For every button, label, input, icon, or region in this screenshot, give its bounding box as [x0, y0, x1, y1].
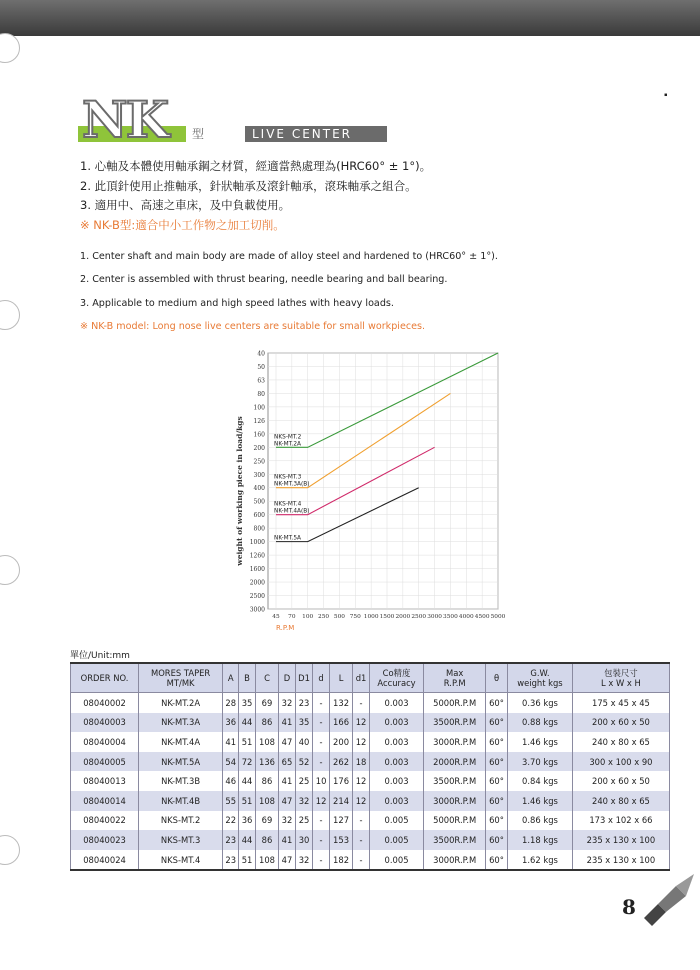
column-header: θ — [485, 663, 507, 693]
table-cell: 3.70 kgs — [508, 752, 573, 772]
table-cell: 200 x 60 x 50 — [572, 713, 669, 733]
table-cell: 0.005 — [369, 830, 424, 850]
y-tick-label: 500 — [253, 498, 265, 506]
y-tick-label: 1600 — [249, 566, 265, 574]
table-cell: 3000R.P.M — [424, 791, 486, 811]
table-cell: 28 — [223, 693, 239, 713]
column-header: Max R.P.M — [424, 663, 486, 693]
table-cell: 46 — [223, 771, 239, 791]
table-cell: - — [313, 830, 329, 850]
binder-hole — [0, 835, 20, 865]
y-tick-label: 1260 — [249, 552, 265, 560]
table-cell: 3000R.P.M — [424, 850, 486, 871]
table-cell: 41 — [279, 713, 295, 733]
table-cell: 69 — [255, 693, 279, 713]
table-cell: NKS-MT.4 — [139, 850, 223, 871]
table-row — [71, 771, 670, 791]
binder-hole — [0, 555, 20, 585]
y-tick-label: 126 — [253, 417, 265, 425]
table-cell: 25 — [295, 811, 313, 831]
y-tick-label: 2500 — [249, 593, 265, 601]
column-header: 包裝尺寸 L x W x H — [572, 663, 669, 693]
table-cell: 32 — [295, 791, 313, 811]
table-cell: 60° — [485, 732, 507, 752]
table-row — [71, 693, 670, 713]
table-row — [71, 850, 670, 871]
table-cell: 10 — [313, 771, 329, 791]
table-cell: 300 x 100 x 90 — [572, 752, 669, 772]
table-cell: 240 x 80 x 65 — [572, 791, 669, 811]
x-tick-label: 250 — [318, 614, 330, 620]
table-cell: 0.86 kgs — [508, 811, 573, 831]
table-cell: 0.003 — [369, 791, 424, 811]
table-cell: 54 — [223, 752, 239, 772]
y-tick-label: 3000 — [249, 606, 265, 614]
table-cell: 35 — [239, 693, 255, 713]
table-cell: 08040013 — [71, 771, 139, 791]
table-cell: 200 — [329, 732, 353, 752]
table-cell: 235 x 130 x 100 — [572, 850, 669, 871]
unit-label: 單位/Unit:mm — [70, 651, 130, 661]
table-cell: 51 — [239, 850, 255, 871]
note-zh: ※ NK-B型:適合中小工作物之加工切削。 — [80, 217, 285, 232]
feature-en-item: 2. Center is assembled with thrust bearing, needle bearing and ball bearing. — [80, 274, 448, 286]
table-cell: 108 — [255, 850, 279, 871]
table-cell: 60° — [485, 752, 507, 772]
table-cell: 30 — [295, 830, 313, 850]
feature-zh-item: 2. 此頂針使用止推軸承，針狀軸承及滾針軸承，滾珠軸承之組合。 — [80, 178, 417, 193]
table-cell: 175 x 45 x 45 — [572, 693, 669, 713]
x-tick-label: 5000 — [490, 614, 506, 620]
table-cell: - — [313, 713, 329, 733]
table-cell: 18 — [353, 752, 369, 772]
table-cell: 23 — [223, 850, 239, 871]
table-cell: 214 — [329, 791, 353, 811]
logo-type: 型 — [192, 127, 205, 141]
table-cell: - — [313, 693, 329, 713]
x-tick-label: 45 — [272, 614, 280, 620]
load-rpm-chart — [230, 345, 530, 645]
table-cell: 36 — [223, 713, 239, 733]
table-cell: 08040004 — [71, 732, 139, 752]
table-cell: 240 x 80 x 65 — [572, 732, 669, 752]
table-cell: 12 — [353, 732, 369, 752]
table-cell: 25 — [295, 771, 313, 791]
table-cell: 173 x 102 x 66 — [572, 811, 669, 831]
column-header: A — [223, 663, 239, 693]
table-cell: 0.005 — [369, 850, 424, 871]
table-cell: 86 — [255, 830, 279, 850]
feature-zh-item: 3. 適用中、高速之車床，及中負載使用。 — [80, 198, 291, 212]
y-tick-label: 63 — [257, 377, 265, 385]
table-cell: - — [313, 732, 329, 752]
corner-mark: ▪ — [664, 90, 668, 101]
table-cell: - — [313, 752, 329, 772]
x-tick-label: 1000 — [363, 614, 379, 620]
table-cell: 47 — [279, 850, 295, 871]
y-tick-label: 40 — [257, 350, 265, 358]
top-header-band — [0, 0, 700, 36]
table-cell: 136 — [255, 752, 279, 772]
table-cell: 55 — [223, 791, 239, 811]
table-row — [71, 713, 670, 733]
table-cell: 5000R.P.M — [424, 693, 486, 713]
y-tick-label: 250 — [253, 458, 265, 466]
table-cell: 08040022 — [71, 811, 139, 831]
table-cell: 3500R.P.M — [424, 830, 486, 850]
page-number: 8 — [622, 895, 636, 919]
table-cell: 44 — [239, 713, 255, 733]
table-cell: 32 — [279, 811, 295, 831]
x-tick-label: 4000 — [458, 614, 474, 620]
note-en: ※ NK-B model: Long nose live centers are suitable for small workpieces. — [80, 320, 426, 332]
table-cell: 32 — [295, 850, 313, 871]
table-cell: 176 — [329, 771, 353, 791]
table-cell: 0.003 — [369, 693, 424, 713]
table-cell: 69 — [255, 811, 279, 831]
table-cell: 08040014 — [71, 791, 139, 811]
table-cell: 127 — [329, 811, 353, 831]
x-tick-label: 3500 — [443, 614, 458, 620]
table-cell: 108 — [255, 791, 279, 811]
series-line — [276, 393, 450, 487]
table-cell: 08040023 — [71, 830, 139, 850]
table-cell: 0.003 — [369, 732, 424, 752]
column-header: C — [255, 663, 279, 693]
x-tick-label: 100 — [302, 614, 314, 620]
spec-table — [70, 662, 670, 871]
table-cell: - — [313, 850, 329, 871]
table-cell: 60° — [485, 771, 507, 791]
table-cell: NK-MT.4B — [139, 791, 223, 811]
x-tick-label: 1500 — [379, 614, 395, 620]
column-header: D — [279, 663, 295, 693]
x-tick-label: 4500 — [474, 614, 490, 620]
column-header: D1 — [295, 663, 313, 693]
table-cell: 08040003 — [71, 713, 139, 733]
table-cell: 12 — [353, 713, 369, 733]
table-cell: - — [313, 811, 329, 831]
feature-zh-item: 1. 心軸及本體使用軸承鋼之材質，經適當熱處理為(HRC60° ± 1°)。 — [80, 159, 432, 173]
column-header: L — [329, 663, 353, 693]
table-cell: 0.005 — [369, 811, 424, 831]
table-cell: 41 — [223, 732, 239, 752]
table-cell: NK-MT.2A — [139, 693, 223, 713]
table-cell: 36 — [239, 811, 255, 831]
table-cell: NKS-MT.2 — [139, 811, 223, 831]
table-cell: 22 — [223, 811, 239, 831]
table-cell: 08040005 — [71, 752, 139, 772]
table-cell: 65 — [279, 752, 295, 772]
feature-en-item: 3. Applicable to medium and high speed lathes with heavy loads. — [80, 297, 394, 309]
series-label: NK-MT.4A(B) — [274, 508, 310, 515]
x-tick-label: 2500 — [411, 614, 427, 620]
x-tick-label: 750 — [349, 614, 361, 620]
table-cell: 60° — [485, 791, 507, 811]
table-cell: 47 — [279, 791, 295, 811]
feature-en-item: 1. Center shaft and main body are made of alloy steel and hardened to (HRC60° ± 1°). — [80, 251, 498, 262]
table-cell: 3500R.P.M — [424, 713, 486, 733]
table-cell: 200 x 60 x 50 — [572, 771, 669, 791]
series-label: NKS-MT.3 — [274, 474, 302, 481]
table-cell: 0.88 kgs — [508, 713, 573, 733]
live-center-icon — [640, 870, 700, 930]
y-tick-label: 800 — [253, 525, 265, 533]
series-label: NK-MT.3A(B) — [274, 481, 310, 488]
x-tick-label: 70 — [288, 614, 296, 620]
table-cell: 32 — [279, 693, 295, 713]
table-cell: 44 — [239, 830, 255, 850]
x-tick-label: 3000 — [427, 614, 442, 620]
table-cell: 44 — [239, 771, 255, 791]
table-cell: 1.62 kgs — [508, 850, 573, 871]
column-header: Co精度 Accuracy — [369, 663, 424, 693]
y-tick-label: 2000 — [249, 579, 265, 587]
table-cell: 3000R.P.M — [424, 732, 486, 752]
table-cell: 235 x 130 x 100 — [572, 830, 669, 850]
table-cell: - — [353, 693, 369, 713]
column-header: ORDER NO. — [71, 663, 139, 693]
table-cell: - — [353, 811, 369, 831]
series-label: NK-MT.5A — [274, 535, 301, 542]
table-cell: 1.46 kgs — [508, 732, 573, 752]
y-tick-label: 300 — [253, 471, 265, 479]
table-cell: 12 — [353, 771, 369, 791]
table-cell: NK-MT.3B — [139, 771, 223, 791]
table-cell: - — [353, 850, 369, 871]
table-cell: 40 — [295, 732, 313, 752]
x-tick-label: 2000 — [395, 614, 411, 620]
y-tick-label: 400 — [253, 485, 265, 493]
table-cell: 60° — [485, 850, 507, 871]
features-en — [80, 251, 498, 344]
table-cell: 12 — [353, 791, 369, 811]
table-cell: 08040024 — [71, 850, 139, 871]
x-axis-label: R.P.M — [276, 624, 295, 632]
binder-hole — [0, 33, 20, 63]
table-row — [71, 830, 670, 850]
table-cell: 166 — [329, 713, 353, 733]
column-header: B — [239, 663, 255, 693]
table-cell: 72 — [239, 752, 255, 772]
y-tick-label: 80 — [257, 390, 265, 398]
table-cell: 60° — [485, 830, 507, 850]
table-cell: NK-MT.5A — [139, 752, 223, 772]
table-cell: 60° — [485, 811, 507, 831]
table-cell: 3500R.P.M — [424, 771, 486, 791]
column-header: d — [313, 663, 329, 693]
table-cell: 47 — [279, 732, 295, 752]
table-cell: NK-MT.4A — [139, 732, 223, 752]
table-cell: 153 — [329, 830, 353, 850]
y-tick-label: 160 — [253, 431, 265, 439]
table-cell: 132 — [329, 693, 353, 713]
table-cell: 86 — [255, 771, 279, 791]
table-cell: 0.003 — [369, 771, 424, 791]
table-cell: - — [353, 830, 369, 850]
table-cell: 41 — [279, 830, 295, 850]
table-cell: 262 — [329, 752, 353, 772]
y-tick-label: 100 — [253, 404, 265, 412]
table-row — [71, 811, 670, 831]
table-cell: 0.003 — [369, 752, 424, 772]
logo-nk: NK — [82, 90, 168, 149]
column-header: MORES TAPER MT/MK — [139, 663, 223, 693]
product-logo — [70, 92, 430, 152]
x-tick-label: 500 — [333, 614, 345, 620]
table-cell: 52 — [295, 752, 313, 772]
column-header: d1 — [353, 663, 369, 693]
table-cell: 23 — [223, 830, 239, 850]
logo-subtitle: LIVE CENTER — [252, 127, 353, 141]
features-zh — [80, 158, 431, 236]
table-cell: 0.003 — [369, 713, 424, 733]
table-cell: 51 — [239, 732, 255, 752]
table-cell: 12 — [313, 791, 329, 811]
table-cell: 23 — [295, 693, 313, 713]
table-cell: 51 — [239, 791, 255, 811]
binder-hole — [0, 300, 20, 330]
table-row — [71, 732, 670, 752]
series-label: NKS-MT.2 — [274, 434, 302, 441]
table-cell: 41 — [279, 771, 295, 791]
table-cell: 1.46 kgs — [508, 791, 573, 811]
table-row — [71, 791, 670, 811]
y-tick-label: 50 — [257, 363, 265, 371]
table-cell: 0.84 kgs — [508, 771, 573, 791]
table-cell: 60° — [485, 713, 507, 733]
table-row — [71, 752, 670, 772]
table-cell: 35 — [295, 713, 313, 733]
y-tick-label: 600 — [253, 512, 265, 520]
table-cell: 60° — [485, 693, 507, 713]
table-cell: 08040002 — [71, 693, 139, 713]
y-tick-label: 1000 — [249, 539, 265, 547]
y-tick-label: 200 — [253, 444, 265, 452]
column-header: G.W. weight kgs — [508, 663, 573, 693]
table-cell: NK-MT.3A — [139, 713, 223, 733]
table-cell: 5000R.P.M — [424, 811, 486, 831]
y-axis-label: weight of working piece in load/kgs — [235, 416, 244, 566]
table-cell: 86 — [255, 713, 279, 733]
series-label: NK-MT.2A — [274, 441, 301, 448]
series-label: NKS-MT.4 — [274, 501, 302, 508]
table-cell: 108 — [255, 732, 279, 752]
table-cell: 2000R.P.M — [424, 752, 486, 772]
table-cell: NKS-MT.3 — [139, 830, 223, 850]
table-cell: 0.36 kgs — [508, 693, 573, 713]
table-cell: 1.18 kgs — [508, 830, 573, 850]
table-cell: 182 — [329, 850, 353, 871]
